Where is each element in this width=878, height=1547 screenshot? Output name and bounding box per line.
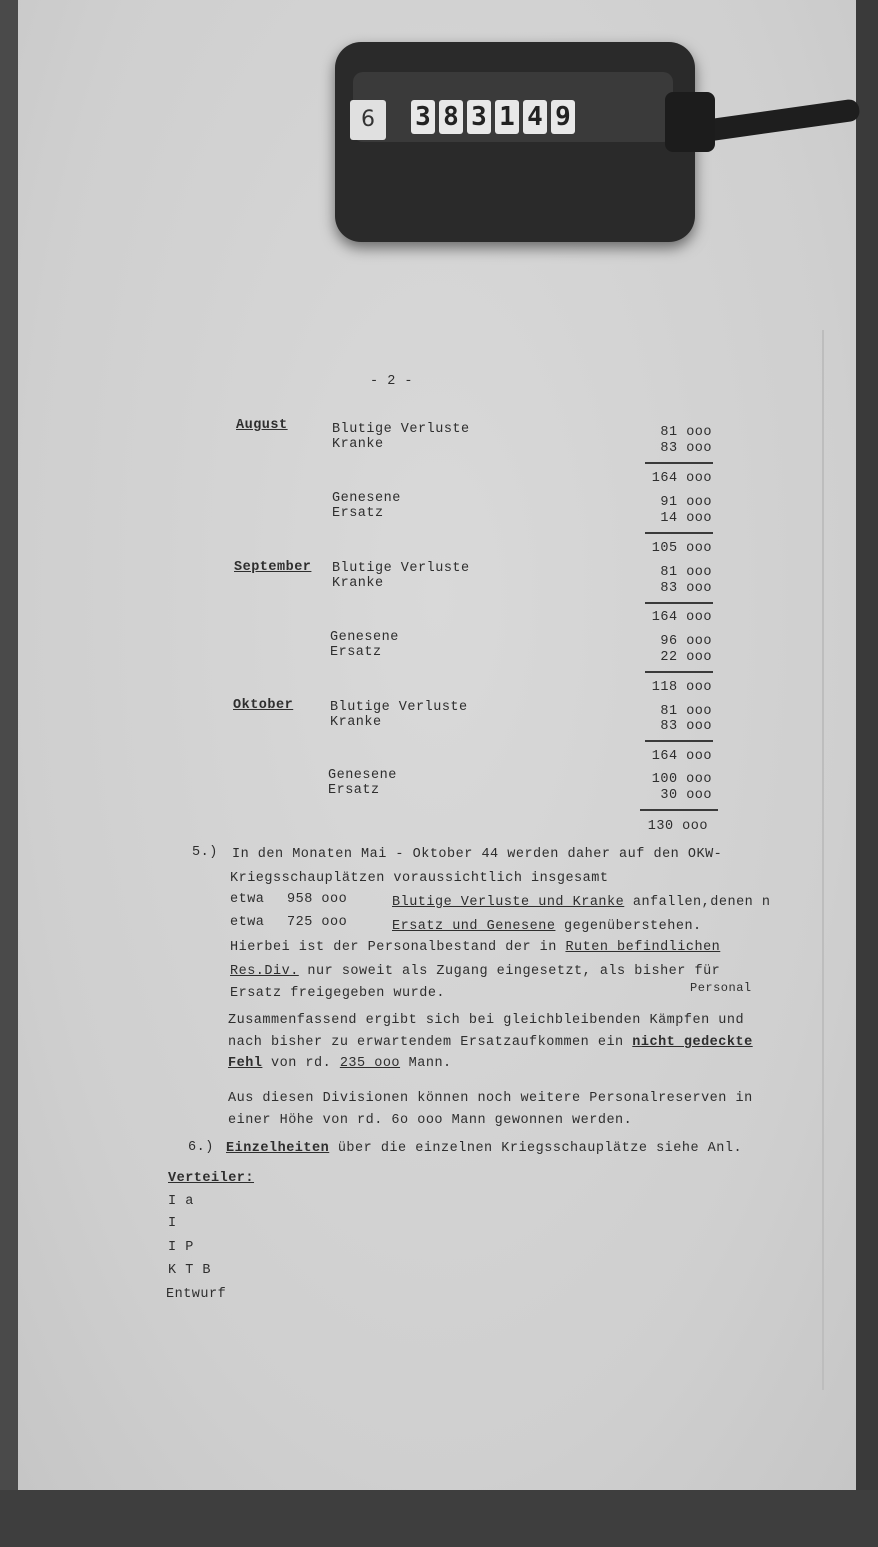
paragraph-text: Hierbei ist der Personalbestand der in [230,940,566,955]
row-value: 725 ooo [287,915,348,930]
paragraph-line: Ersatz freigegeben wurde. [230,986,446,1001]
counter-prefix: 6 [350,100,386,140]
counter-digit: 3 [467,100,491,134]
subtotal-value: 164 ooo [651,749,712,764]
distribution-item: I P [168,1240,194,1255]
paragraph-line: Aus diesen Divisionen können noch weitere Personalreserven in [228,1091,753,1106]
subtotal-value: 164 ooo [651,471,712,486]
losses-value: 81 ooo [660,565,712,580]
paragraph-line [228,1035,753,1050]
paragraph-text: nur soweit als Zugang eingesetzt, als bisher für [298,964,721,979]
paragraph-text: Mann. [400,1056,452,1071]
sum-rule [640,809,718,811]
counter-digit: 9 [551,100,575,134]
counter-digit: 4 [523,100,547,134]
distribution-title: Verteiler: [168,1171,255,1186]
losses-value: 81 ooo [660,704,712,719]
handwritten-note: Personal [690,981,752,995]
recovered-label: Genesene [328,768,397,783]
losses-label: Blutige Verluste [332,422,470,437]
frame-counter [335,42,695,242]
page-edge-line [822,330,824,1390]
replacement-label: Ersatz [328,783,380,798]
underlined-text: Einzelheiten [226,1141,330,1156]
sick-label: Kranke [332,576,384,591]
recovered-value: 96 ooo [660,634,712,649]
recovered-label: Genesene [332,491,401,506]
paragraph-line: einer Höhe von rd. 6o ooo Mann gewonnen werden. [228,1113,633,1128]
total-value: 130 ooo [647,819,708,834]
paragraph-line: Zusammenfassend ergibt sich bei gleichbleibenden Kämpfen und [228,1013,745,1028]
sum-rule [645,532,713,534]
sum-rule [645,671,713,673]
month-label: Oktober [233,698,294,713]
distribution-item: I a [168,1194,194,1209]
sick-label: Kranke [330,715,382,730]
row-prefix: etwa [230,915,265,930]
distribution-item: K T B [168,1263,212,1278]
replacement-value: 22 ooo [660,650,712,665]
counter-digit: 1 [495,100,519,134]
paragraph-text: nach bisher zu erwartendem Ersatzaufkommen ein [228,1035,633,1050]
recovered-value: 91 ooo [660,495,712,510]
paragraph-line [230,964,720,979]
replacement-value: 30 ooo [660,788,712,803]
subtotal-value: 164 ooo [651,610,712,625]
distribution-item: Entwurf [166,1287,227,1302]
counter-side-block [665,92,715,152]
recovered-label: Genesene [330,630,399,645]
underlined-text: nicht gedeckte [632,1035,753,1050]
sum-rule [645,462,713,464]
sum-rule [645,740,713,742]
month-label: September [234,560,312,575]
paragraph-line [230,940,720,955]
underlined-text: 235 ooo [339,1056,401,1071]
scan-border-right [856,0,878,1547]
month-label: August [236,418,288,433]
paragraph-line: In den Monaten Mai - Oktober 44 werden daher auf den OKW- [232,847,723,862]
replacement-label: Ersatz [330,645,382,660]
sick-value: 83 ooo [660,581,712,596]
page-number: - 2 - [370,374,414,389]
section-number: 6.) [188,1140,214,1155]
counter-digit: 3 [411,100,435,134]
total-value: 105 ooo [651,541,712,556]
losses-label: Blutige Verluste [332,561,470,576]
sick-label: Kranke [332,437,384,452]
replacement-value: 14 ooo [660,511,712,526]
underlined-text: Blutige Verluste und Kranke [392,895,625,910]
total-value: 118 ooo [651,680,712,695]
underlined-text: Fehl [228,1056,263,1071]
paragraph-text: über die einzelnen Kriegsschauplätze siehe Anl. [329,1141,743,1156]
paragraph-line: Kriegsschauplätzen voraussichtlich insgesamt [230,871,609,886]
paragraph-text: von rd. [262,1056,340,1071]
row-prefix: etwa [230,892,265,907]
recovered-value: 100 ooo [651,772,712,787]
sum-rule [645,602,713,604]
paragraph-line [226,1141,742,1156]
replacement-label: Ersatz [332,506,384,521]
underlined-text: Ruten befindlichen [565,940,721,955]
paragraph-line [392,895,770,910]
paragraph-text: anfallen,denen n [624,895,771,910]
underlined-text: Ersatz und Genesene [392,919,556,934]
paragraph-line [228,1056,452,1071]
row-value: 958 ooo [287,892,348,907]
scan-border-left [0,0,18,1547]
underlined-text: Res.Div. [230,964,299,979]
distribution-item: I [168,1216,177,1231]
sick-value: 83 ooo [660,719,712,734]
paragraph-text: gegenüberstehen. [555,919,702,934]
losses-value: 81 ooo [660,425,712,440]
losses-label: Blutige Verluste [330,700,468,715]
scan-border-bottom [0,1490,878,1547]
section-number: 5.) [192,845,218,860]
paragraph-line [392,919,702,934]
sick-value: 83 ooo [660,441,712,456]
counter-digit: 8 [439,100,463,134]
